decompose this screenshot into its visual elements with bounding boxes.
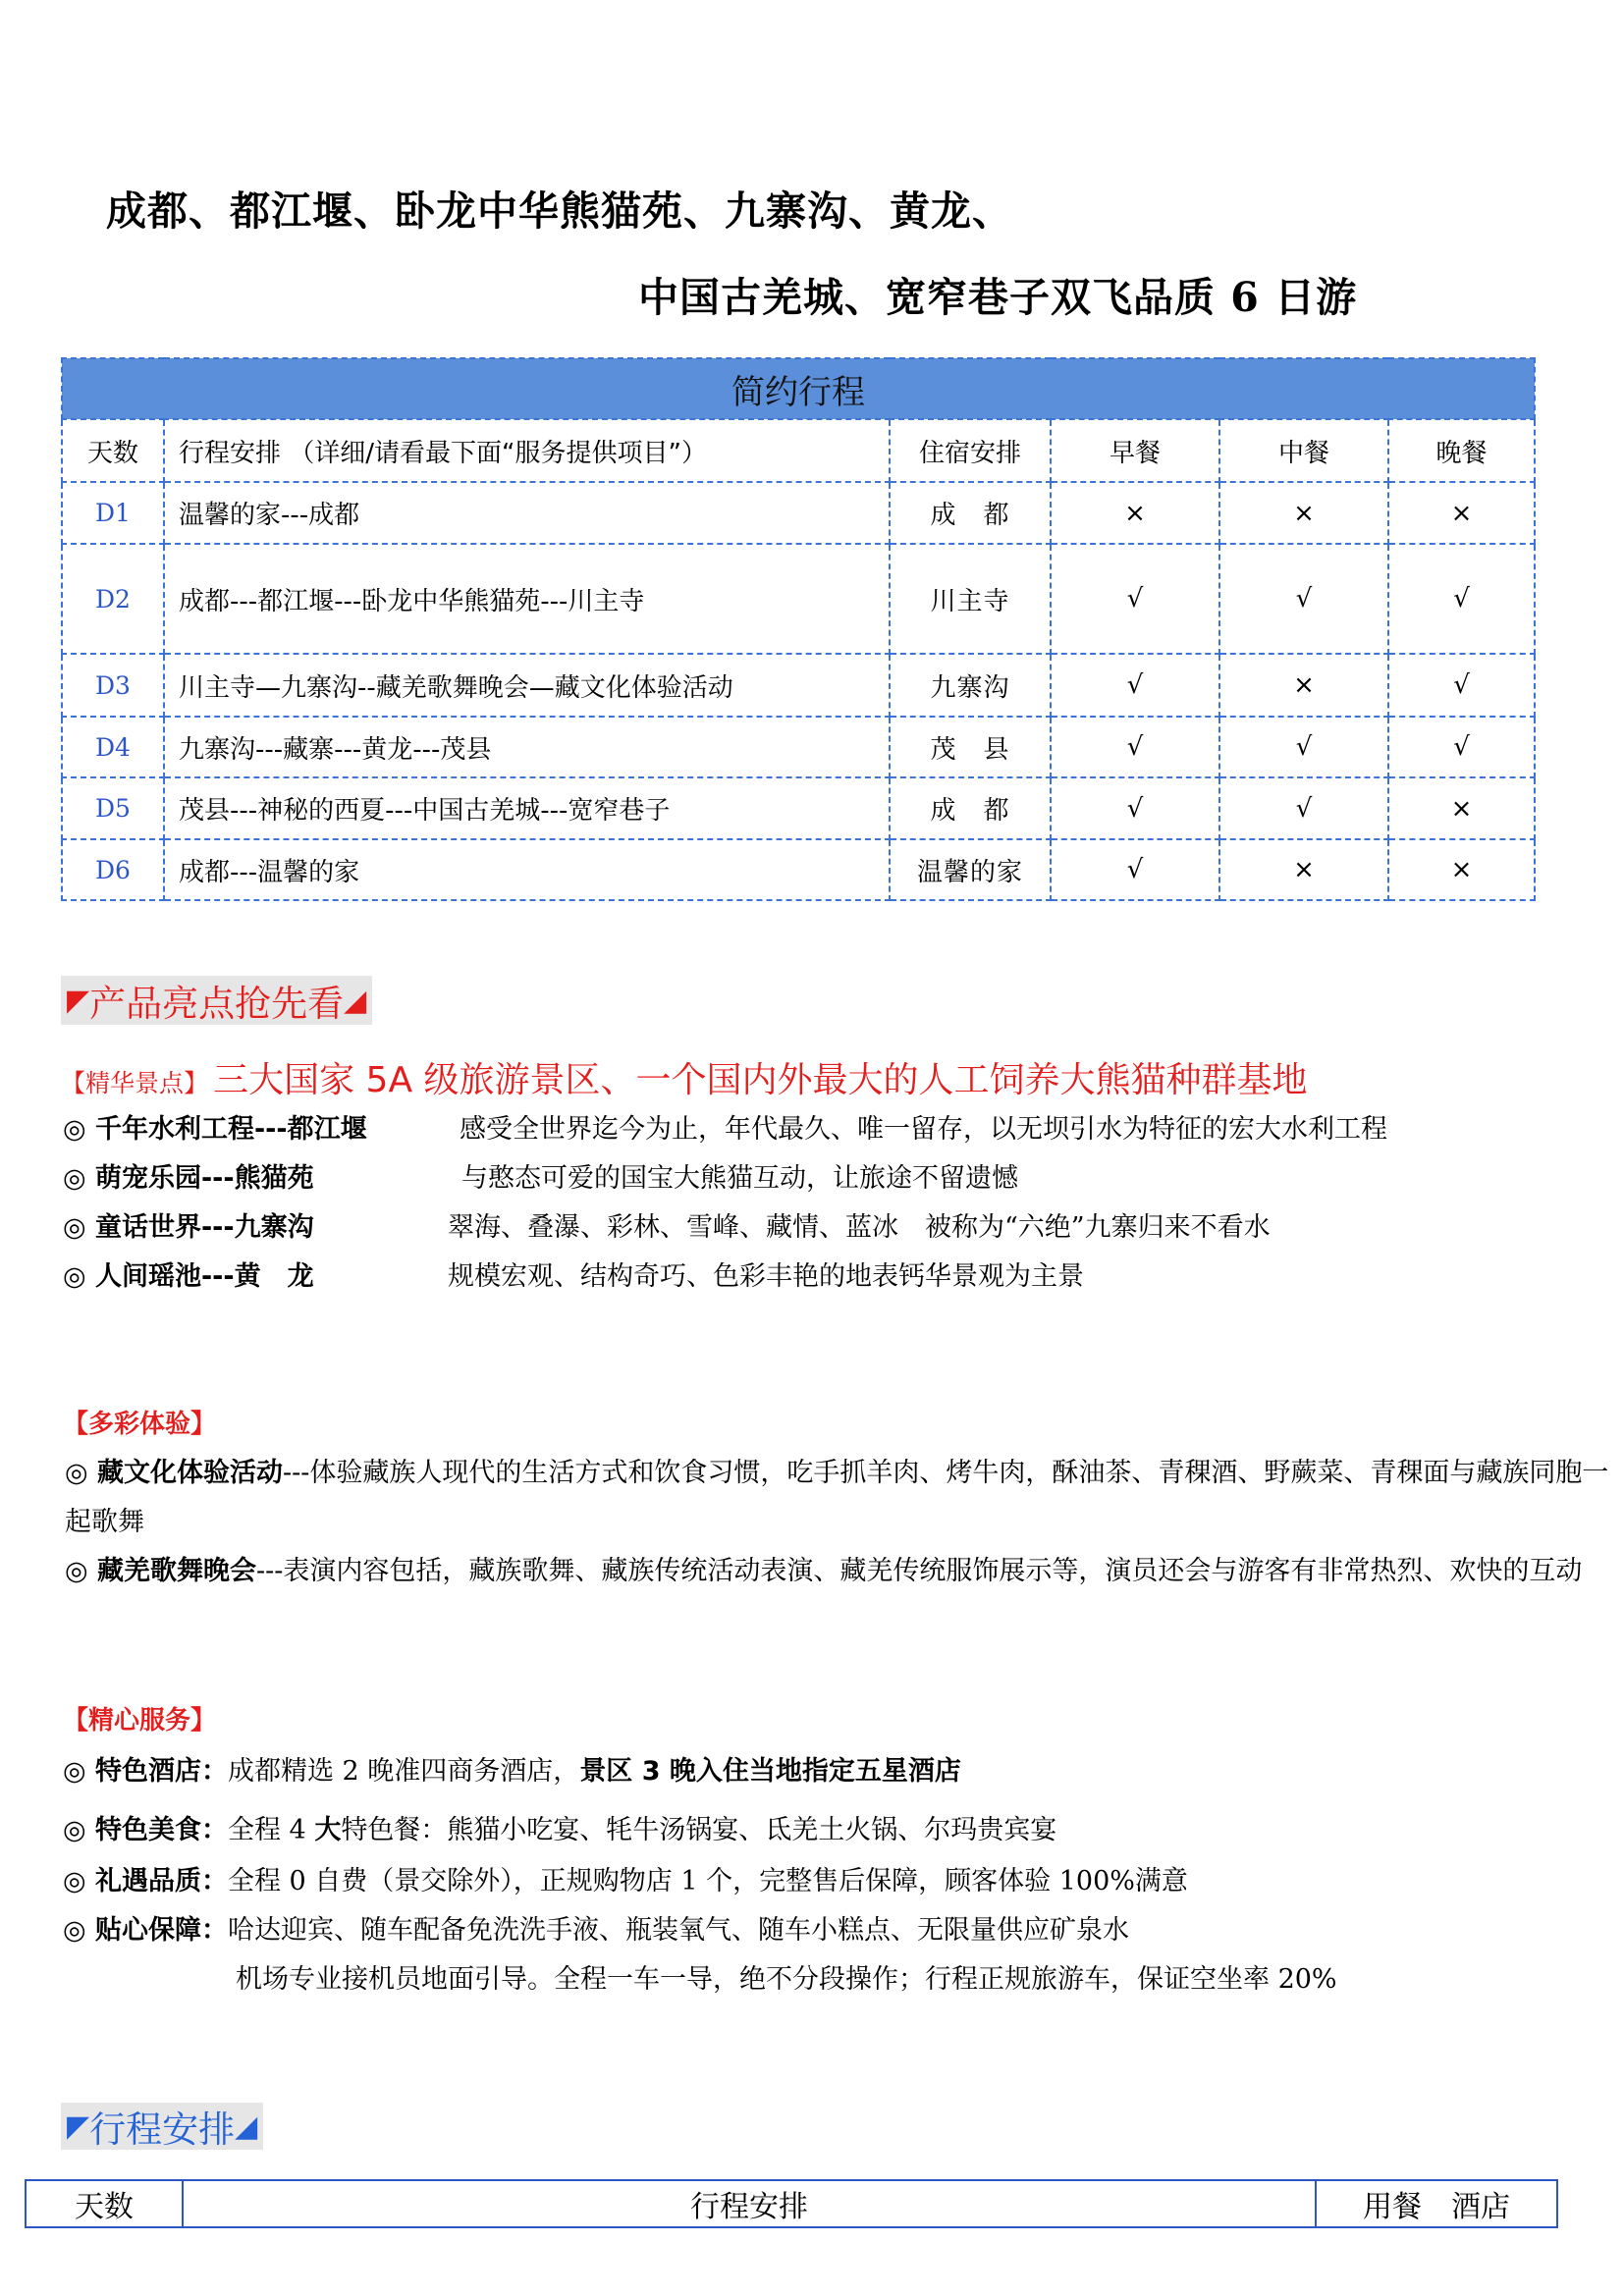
service-text: 成都精选 2 晚准四商务酒店， [227,1756,580,1787]
breakfast-cell: √ [1051,654,1219,717]
service-bold: 景区 3 晚入住当地指定五星酒店 [579,1756,961,1787]
summary-header-row [62,419,1535,482]
highlights-banner [61,976,372,1025]
col-route: 行程安排 （详细/请看最下面“服务提供项目”） [164,419,890,482]
col-dinner: 晚餐 [1388,419,1535,482]
route-cell: 温馨的家---成都 [164,482,890,544]
table-row [62,482,1535,544]
highlight-item [63,1107,1387,1146]
service-name: ◎ 特色美食： [63,1815,228,1845]
itinerary-col-meal-hotel: 用餐 酒店 [1316,2180,1557,2227]
service-item [63,1859,1188,1897]
service-item [63,1908,1129,1947]
table-row [62,654,1535,717]
service-extra: 机场专业接机员地面引导。全程一车一导，绝不分段操作；行程正规旅游车，保证空坐率 20% [236,1964,1337,1995]
hotel-cell: 川主寺 [890,544,1051,654]
summary-table [61,357,1536,901]
highlight-name: ◎ 萌宠乐园---熊猫苑 [63,1163,314,1194]
itinerary-title: 行程安排 [89,2109,236,2151]
breakfast-cell: √ [1051,717,1219,777]
breakfast-cell: × [1051,482,1219,544]
highlight-desc: 翠海、叠瀑、彩林、雪峰、藏情、蓝冰 被称为“六绝”九寨归来不看水 [448,1212,1271,1243]
triangle-right-icon: ◢ [344,983,367,1018]
service-item [63,1808,1056,1846]
itinerary-table [25,2179,1558,2228]
hotel-cell: 成 都 [890,482,1051,544]
service-text: 全程 4 [227,1815,315,1845]
col-breakfast: 早餐 [1051,419,1219,482]
experience-item [65,1449,1624,1547]
summary-caption: 简约行程 [62,358,1535,419]
route-cell: 成都---都江堰---卧龙中华熊猫苑---川主寺 [164,544,890,654]
service-name: ◎ 礼遇品质： [63,1866,228,1896]
essence-line [61,1052,1308,1102]
dinner-cell: √ [1388,654,1535,717]
triangle-right-icon: ◢ [235,2109,258,2144]
day-cell: D6 [62,839,164,900]
table-row [62,777,1535,839]
day-cell: D4 [62,717,164,777]
table-row [62,839,1535,900]
experience-name: ◎ 藏文化体验活动 [65,1458,283,1488]
title-line-2: 中国古羌城、宽窄巷子双飞品质 6 日游 [638,274,1358,321]
service-name: ◎ 特色酒店： [63,1756,228,1787]
day-cell: D1 [62,482,164,544]
essence-text: 三大国家 5A 级旅游景区、一个国内外最大的人工饲养大熊猫种群基地 [213,1060,1308,1100]
experience-tag: 【多彩体验】 [63,1410,217,1439]
highlight-name: ◎ 童话世界---九寨沟 [63,1212,314,1243]
breakfast-cell: √ [1051,777,1219,839]
service-text: 全程 0 自费（景交除外），正规购物店 1 个，完整售后保障，顾客体验 100%满意 [227,1866,1188,1896]
itinerary-col-route: 行程安排 [183,2180,1316,2227]
col-lunch: 中餐 [1219,419,1388,482]
dinner-cell: × [1388,482,1535,544]
itinerary-banner [61,2103,263,2150]
experience-text: ---体验藏族人现代的生活方式和饮食习惯，吃手抓羊肉、烤牛肉，酥油茶、青稞酒、野蕨菜、青稞面与藏族同胞一起歌舞 [65,1458,1609,1537]
dinner-cell: × [1388,839,1535,900]
hotel-cell: 温馨的家 [890,839,1051,900]
highlight-name: ◎ 人间瑶池---黄 龙 [63,1261,314,1292]
highlights-title: 产品亮点抢先看 [89,983,345,1025]
highlight-name: ◎ 千年水利工程---都江堰 [63,1114,367,1145]
service-name: ◎ 贴心保障： [63,1915,228,1946]
essence-tag: 【精华景点】 [61,1069,209,1097]
highlight-desc: 与憨态可爱的国宝大熊猫互动，让旅途不留遗憾 [461,1163,1018,1194]
col-day: 天数 [62,419,164,482]
dinner-cell: √ [1388,717,1535,777]
breakfast-cell: √ [1051,839,1219,900]
table-row [62,717,1535,777]
lunch-cell: × [1219,482,1388,544]
route-cell: 九寨沟---藏寨---黄龙---茂县 [164,717,890,777]
lunch-cell: × [1219,654,1388,717]
experience-text: ---表演内容包括，藏族歌舞、藏族传统活动表演、藏羌传统服饰展示等，演员还会与游客有非常热烈、欢快的互动 [255,1556,1583,1586]
route-cell: 成都---温馨的家 [164,839,890,900]
itinerary-header-row [26,2180,1557,2227]
title-line-1: 成都、都江堰、卧龙中华熊猫苑、九寨沟、黄龙、 [106,187,1013,235]
lunch-cell: √ [1219,777,1388,839]
highlight-item [63,1205,1271,1244]
route-cell: 川主寺—九寨沟--藏羌歌舞晚会—藏文化体验活动 [164,654,890,717]
lunch-cell: √ [1219,717,1388,777]
service-text-2: 特色餐：熊猫小吃宴、牦牛汤锅宴、氐羌土火锅、尔玛贵宾宴 [341,1815,1057,1845]
service-bold: 大 [314,1815,342,1845]
col-hotel: 住宿安排 [890,419,1051,482]
lunch-cell: × [1219,839,1388,900]
day-cell: D3 [62,654,164,717]
route-cell: 茂县---神秘的西夏---中国古羌城---宽窄巷子 [164,777,890,839]
highlight-desc: 规模宏观、结构奇巧、色彩丰艳的地表钙华景观为主景 [448,1261,1084,1292]
service-text: 哈达迎宾、随车配备免洗洗手液、瓶装氧气、随车小糕点、无限量供应矿泉水 [227,1915,1129,1946]
hotel-cell: 九寨沟 [890,654,1051,717]
triangle-left-icon: ◤ [67,983,90,1018]
day-cell: D5 [62,777,164,839]
lunch-cell: √ [1219,544,1388,654]
highlight-desc: 感受全世界迄今为止，年代最久、唯一留存，以无坝引水为特征的宏大水利工程 [460,1114,1387,1145]
experience-item [65,1547,1624,1596]
hotel-cell: 成 都 [890,777,1051,839]
highlight-item [63,1156,1018,1195]
hotel-cell: 茂 县 [890,717,1051,777]
triangle-left-icon: ◤ [67,2109,90,2144]
itinerary-col-day: 天数 [26,2180,183,2227]
dinner-cell: √ [1388,544,1535,654]
service-item [63,1749,961,1788]
breakfast-cell: √ [1051,544,1219,654]
table-row [62,544,1535,654]
dinner-cell: × [1388,777,1535,839]
service-tag: 【精心服务】 [63,1706,217,1735]
experience-name: ◎ 藏羌歌舞晚会 [65,1556,256,1586]
highlight-item [63,1255,1084,1293]
day-cell: D2 [62,544,164,654]
